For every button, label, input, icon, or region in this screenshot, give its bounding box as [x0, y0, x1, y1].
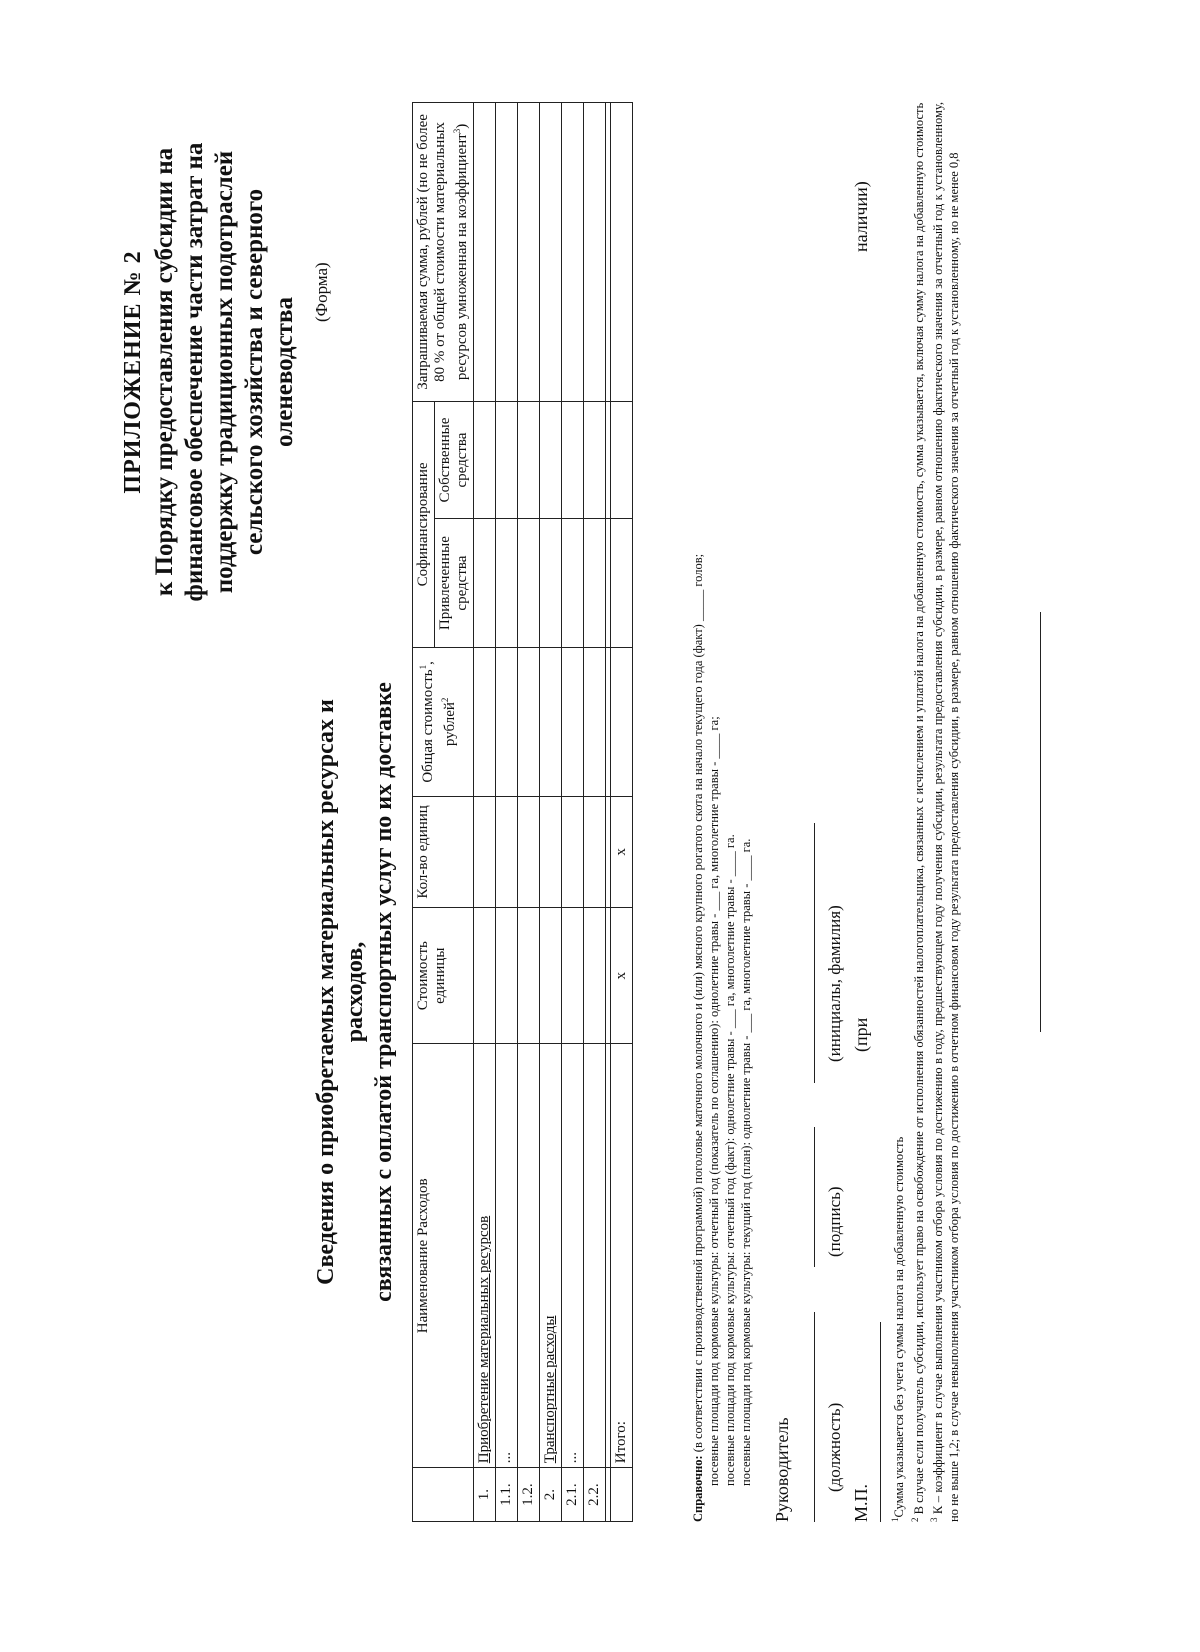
sign-caption: (подпись) — [825, 1186, 844, 1257]
row-name: ... — [562, 1044, 584, 1468]
reference-line-3: посевные площади под кормовые культуры: отчетный год (факт): однолетние травы - ___ га, многолетние травы - ____ га. — [723, 834, 737, 1486]
row-unit-cost — [562, 908, 584, 1044]
table-row — [496, 103, 518, 1522]
row-number: 1. — [474, 1468, 496, 1522]
total-attracted — [611, 519, 633, 648]
row-qty — [540, 796, 562, 907]
appendix-line-2: финансовое обеспечение части затрат на — [181, 142, 208, 602]
col-requested-tail: ) — [454, 123, 470, 129]
row-qty — [474, 796, 496, 907]
total-unit-cost: х — [611, 908, 633, 1044]
col-total-unit: , рублей — [420, 661, 458, 747]
appendix-line-5: оленеводства — [271, 297, 298, 447]
row-number: 1.2. — [518, 1468, 540, 1522]
expenses-table — [412, 102, 633, 1522]
footnotes — [888, 102, 962, 1522]
form-label: (Форма) — [312, 262, 331, 322]
row-unit-cost — [518, 908, 540, 1044]
col-total-header — [413, 647, 474, 796]
row-total — [496, 647, 518, 796]
row-attracted — [584, 519, 606, 648]
row-own — [496, 401, 518, 518]
row-name: ... — [496, 1044, 518, 1468]
total-own — [611, 401, 633, 518]
reference-text-1: (в соответствии с производственной программой) поголовье маточного молочного и (или) мясного крупного рогатого скота на начало текущего года (факт) _____ голов; — [691, 553, 705, 1453]
signature-block — [772, 181, 881, 1522]
row-own — [562, 401, 584, 518]
row-number: 2.2. — [584, 1468, 606, 1522]
table-row — [584, 103, 606, 1522]
col-total-label: Общая стоимость — [420, 669, 436, 783]
row-total — [540, 647, 562, 796]
appendix-header — [118, 102, 300, 642]
stamp-note-b: наличии) — [851, 181, 871, 252]
footnote-ref-1: 1 — [418, 664, 428, 670]
reference-note — [690, 122, 754, 1522]
stamp-row — [851, 181, 881, 1522]
reference-line-4: посевные площади под кормовые культуры: текущий год (план): однолетние травы - ___ га, многолетние травы - ____ га. — [739, 838, 753, 1486]
table-row — [474, 103, 496, 1522]
footnote-ref-3: 3 — [452, 128, 462, 134]
table-row — [518, 103, 540, 1522]
signature-head: Руководитель — [772, 1417, 792, 1522]
row-attracted — [518, 519, 540, 648]
total-requested — [611, 103, 633, 402]
row-attracted — [562, 519, 584, 648]
divider-line — [1040, 612, 1041, 1032]
position-line — [814, 1312, 815, 1522]
table-total-row — [611, 103, 633, 1522]
row-requested — [562, 103, 584, 402]
col-attracted-header: Привлеченные средства — [435, 519, 474, 648]
col-cofin-header: Софинансирование — [413, 401, 435, 647]
row-attracted — [474, 519, 496, 648]
footnote-1 — [888, 102, 908, 1522]
row-name: Транспортные расходы — [540, 1044, 562, 1468]
stamp-note-a: (при — [851, 1017, 871, 1052]
col-num-header — [413, 1468, 474, 1522]
footnote-2-text: В случае если получатель субсидии, использует право на освобождение от исполнения обязанностей налогоплательщика, связанных с исчислением и уплатой налога на добавленную стоимость, сумма указывается, включая сумму налога на добавленную стоимость — [911, 102, 926, 1515]
row-unit-cost — [540, 908, 562, 1044]
row-unit-cost — [496, 908, 518, 1044]
total-sum — [611, 647, 633, 796]
row-requested — [496, 103, 518, 402]
row-qty — [584, 796, 606, 907]
row-number — [611, 1468, 633, 1522]
row-total — [518, 647, 540, 796]
signature-captions — [825, 522, 851, 1522]
appendix-line-4: сельского хозяйства и северного — [241, 188, 268, 556]
footnote-3 — [927, 102, 962, 1522]
total-qty: х — [611, 796, 633, 907]
row-total — [474, 647, 496, 796]
reference-lead: Справочно: — [691, 1455, 705, 1522]
row-own — [584, 401, 606, 518]
sign-line — [814, 1128, 815, 1268]
document-title-line-2: связанных с оплатой транспортных услуг по их доставке — [371, 682, 397, 1302]
row-own — [518, 401, 540, 518]
row-name: Приобретение материальных ресурсов — [474, 1044, 496, 1468]
appendix-line-1: к Порядку предоставления субсидии на — [151, 147, 178, 597]
document-title — [312, 682, 399, 1302]
row-attracted — [540, 519, 562, 648]
position-caption: (должность) — [825, 1402, 844, 1492]
row-requested — [518, 103, 540, 402]
row-number: 2.1. — [562, 1468, 584, 1522]
footnote-2-mark: 2 — [909, 1517, 920, 1522]
footnote-1-text: Сумма указывается без учета суммы налога на добавленную стоимость — [892, 1136, 907, 1518]
col-own-header: Собственные средства — [435, 401, 474, 518]
appendix-line-3: поддержку традиционных подотраслей — [211, 150, 238, 594]
footnote-separator — [880, 1322, 881, 1522]
document-title-line-1: Сведения о приобретаемых материальных ресурсах и расходов, — [313, 699, 368, 1285]
footnote-3-mark: 3 — [929, 1517, 940, 1522]
row-number: 1.1. — [496, 1468, 518, 1522]
row-name — [518, 1044, 540, 1468]
row-requested — [584, 103, 606, 402]
total-label: Итого: — [611, 1044, 633, 1468]
row-unit-cost — [474, 908, 496, 1044]
table-row — [540, 103, 562, 1522]
col-requested-header — [413, 103, 474, 402]
row-attracted — [496, 519, 518, 648]
row-requested — [540, 103, 562, 402]
col-unit-cost-header: Стоимость единицы — [413, 908, 474, 1044]
name-caption: (инициалы, фамилия) — [825, 905, 844, 1062]
row-total — [584, 647, 606, 796]
signature-lines — [799, 522, 825, 1522]
row-total — [562, 647, 584, 796]
footnote-ref-2: 2 — [440, 697, 450, 703]
footnote-3-text: К – коэффициент в случае выполнения участником отбора условия по достижению в году, предшествующем году получения субсидии, результата предоставления субсидии, в размере, равном отношению фактического значения за отчетный год к установленному, но не выше 1,2; в случае невыполнения участником отбора условия по достижению в отчетном финансовом году результата предоставления субсидии, в размере, равном отношению фактического значения за отчетный год к установленному, но не менее 0,8 — [931, 102, 961, 1522]
row-qty — [562, 796, 584, 907]
row-unit-cost — [584, 908, 606, 1044]
footnote-2 — [908, 102, 928, 1522]
row-qty — [518, 796, 540, 907]
row-requested — [474, 103, 496, 402]
appendix-title: ПРИЛОЖЕНИЕ № 2 — [120, 250, 146, 494]
table-row — [562, 103, 584, 1522]
col-requested-label: Запрашиваемая сумма, рублей (но не более 80 % от общей стоимости материальных ресурсов умноженная на коэффициент — [415, 114, 470, 390]
col-name-header: Наименование Расходов — [413, 1044, 474, 1468]
col-qty-header: Кол-во единиц — [413, 796, 474, 907]
row-own — [474, 401, 496, 518]
footnote-1-mark: 1 — [890, 1517, 900, 1522]
reference-line-2: посевные площади под кормовые культуры: отчетный год (показатель по соглашению): однолетние травы - ___ га, многолетние травы - ____ га; — [707, 716, 721, 1486]
name-line — [814, 823, 815, 1083]
row-qty — [496, 796, 518, 907]
row-name — [584, 1044, 606, 1468]
reference-line-1 — [690, 122, 706, 1522]
row-own — [540, 401, 562, 518]
row-number: 2. — [540, 1468, 562, 1522]
stamp-label: М.П. — [851, 1483, 871, 1522]
